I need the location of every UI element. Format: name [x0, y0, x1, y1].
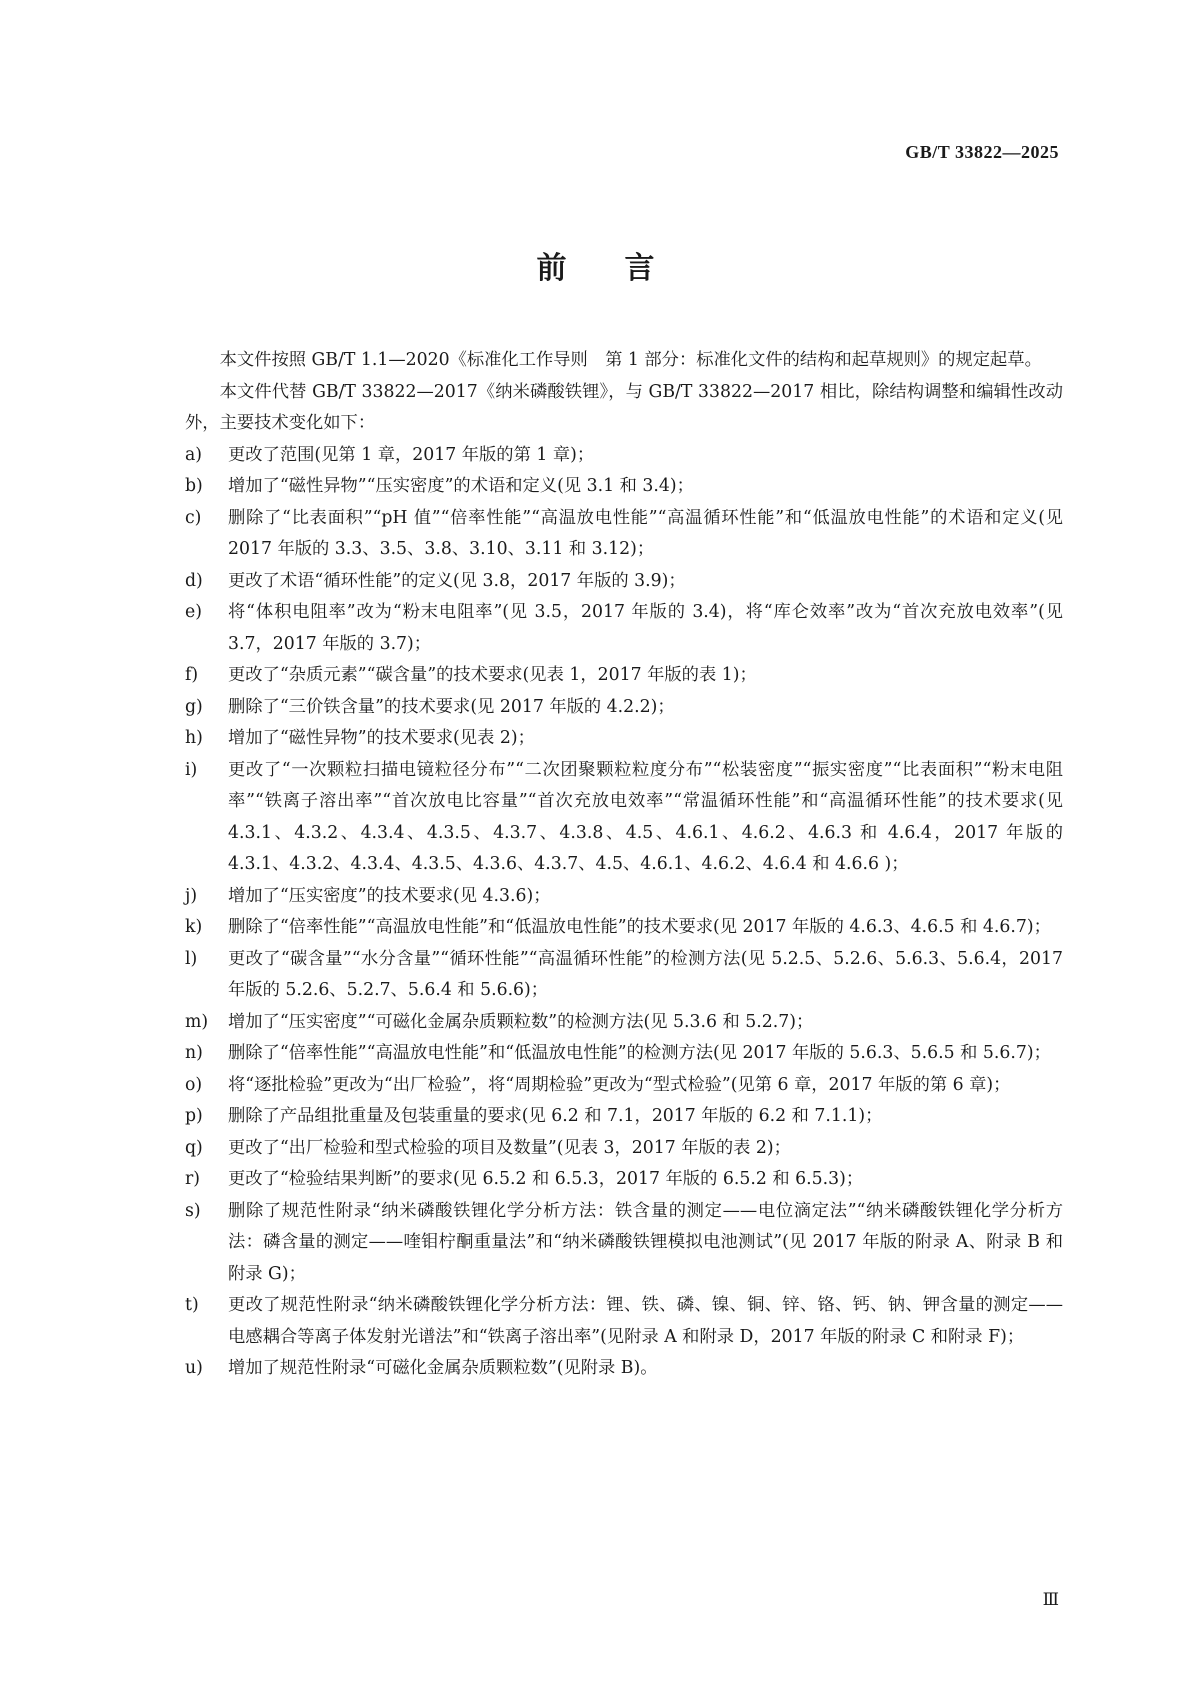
list-item-label: h): [185, 728, 203, 748]
list-item: [185, 1164, 1063, 1196]
list-item-label: j): [185, 885, 198, 906]
page-title: [0, 243, 1191, 287]
list-item-text: 更改了“检验结果判断”的要求(见 6.5.2 和 6.5.3，2017 年版的 6.5.2 和 6.5.3)；: [228, 1169, 864, 1189]
list-item: [185, 944, 1063, 1007]
list-item-label: n): [185, 1043, 203, 1063]
intro-paragraph-replacement: 本文件代替 GB/T 33822—2017《纳米磷酸铁锂》，与 GB/T 33822—2017 相比，除结构调整和编辑性改动外，主要技术变化如下：: [185, 381, 1063, 433]
list-item: [185, 1133, 1063, 1165]
list-item-label: m): [185, 1011, 209, 1032]
list-item-label: t): [185, 1295, 199, 1315]
list-item-label: o): [185, 1074, 203, 1095]
list-item: [185, 723, 1063, 755]
list-item-text: 增加了“磁性异物”“压实密度”的术语和定义(见 3.1 和 3.4)；: [228, 476, 694, 496]
list-item: [185, 1196, 1063, 1291]
list-item-text: 增加了“压实密度”的技术要求(见 4.3.6)；: [228, 885, 551, 906]
list-item: [185, 660, 1063, 692]
list-item-text: 更改了“一次颗粒扫描电镜粒径分布”“二次团聚颗粒粒度分布”“松装密度”“振实密度”“比表面积”“粉末电阻率”“铁离子溶出率”“首次放电比容量”“首次充放电效率”“常温循环性能”和“高温循环性能”的技术要求(见 4.3.1、4.3.2、4.3.4、4.3.5、4.3.7、4.3.8、4.5、4.6.1、4.6.2、4.6.3 和 4.6.4，2017 年版的 4.3.1、4.3.2、4.3.4、4.3.5、4.3.6、4.3.7、4.5、4.6.1、4.6.2、4.6.4 和 4.6.6 )；: [228, 759, 1063, 874]
list-item-label: c): [185, 507, 202, 528]
foreword-body: [185, 345, 1063, 1385]
intro-paragraph-drafting-rules: 本文件按照 GB/T 1.1—2020《标准化工作导则 第 1 部分：标准化文件的结构和起草规则》的规定起草。: [219, 350, 1042, 370]
list-item-label: l): [185, 948, 198, 969]
page-title-part1: 前: [536, 251, 567, 286]
list-item-text: 删除了“倍率性能”“高温放电性能”和“低温放电性能”的检测方法(见 2017 年版的 5.6.3、5.6.5 和 5.6.7)；: [228, 1043, 1051, 1063]
list-item-label: i): [185, 759, 198, 780]
list-item-text: 将“逐批检验”更改为“出厂检验”，将“周期检验”更改为“型式检验”(见第 6 章，2017 年版的第 6 章)；: [228, 1074, 1011, 1095]
list-item-label: k): [185, 917, 203, 937]
standard-number: GB/T 33822—2025: [905, 142, 1059, 162]
list-item: [185, 1007, 1063, 1039]
list-item-text: 更改了范围(见第 1 章，2017 年版的第 1 章)；: [228, 444, 595, 465]
list-item-text: 删除了规范性附录“纳米磷酸铁锂化学分析方法：铁含量的测定——电位滴定法”“纳米磷酸铁锂化学分析方法：磷含量的测定——喹钼柠酮重量法”和“纳米磷酸铁锂模拟电池测试”(见 2017 年版的附录 A、附录 B 和附录 G)；: [228, 1200, 1063, 1284]
list-item: [185, 597, 1063, 660]
list-item-text: 更改了“杂质元素”“碳含量”的技术要求(见表 1，2017 年版的表 1)；: [228, 665, 757, 685]
list-item: [185, 1101, 1063, 1133]
list-item: [185, 692, 1063, 724]
list-item: [185, 1290, 1063, 1353]
page-title-part2: 言: [624, 251, 655, 286]
list-item: [185, 755, 1063, 881]
list-item-text: 更改了“出厂检验和型式检验的项目及数量”(见表 3，2017 年版的表 2)；: [228, 1137, 791, 1158]
list-item-text: 增加了“磁性异物”的技术要求(见表 2)；: [228, 728, 535, 748]
list-item-text: 删除了“倍率性能”“高温放电性能”和“低温放电性能”的技术要求(见 2017 年版的 4.6.3、4.6.5 和 4.6.7)；: [228, 917, 1051, 937]
list-item-label: b): [185, 476, 203, 496]
list-item-label: g): [185, 696, 203, 717]
list-item-text: 增加了“压实密度”“可磁化金属杂质颗粒数”的检测方法(见 5.3.6 和 5.2.7)；: [228, 1011, 814, 1032]
list-item: [185, 1353, 1063, 1385]
list-item-label: a): [185, 444, 203, 465]
list-item-label: p): [185, 1106, 203, 1126]
list-item-label: q): [185, 1137, 203, 1158]
list-item: [185, 1038, 1063, 1070]
list-item: [185, 440, 1063, 472]
list-item-text: 将“体积电阻率”改为“粉末电阻率”(见 3.5，2017 年版的 3.4)，将“库仑效率”改为“首次充放电效率”(见 3.7，2017 年版的 3.7)；: [228, 602, 1063, 654]
list-item: [185, 503, 1063, 566]
list-item-label: e): [185, 602, 202, 622]
list-item-text: 增加了规范性附录“可磁化金属杂质颗粒数”(见附录 B)。: [228, 1358, 658, 1378]
list-item: [185, 566, 1063, 598]
list-item: [185, 912, 1063, 944]
list-item: [185, 881, 1063, 913]
list-item-text: 更改了“碳含量”“水分含量”“循环性能”“高温循环性能”的检测方法(见 5.2.5、5.2.6、5.6.3、5.6.4，2017 年版的 5.2.6、5.2.7、5.6.4 和 5.6.6)；: [228, 948, 1063, 1000]
list-item: [185, 471, 1063, 503]
list-item-label: f): [185, 665, 199, 685]
list-item-text: 删除了“比表面积”“pH 值”“倍率性能”“高温放电性能”“高温循环性能”和“低温放电性能”的术语和定义(见 2017 年版的 3.3、3.5、3.8、3.10、3.11 和 3.12)；: [228, 507, 1063, 559]
list-item-text: 删除了产品组批重量及包装重量的要求(见 6.2 和 7.1，2017 年版的 6.2 和 7.1.1)；: [228, 1106, 883, 1126]
list-item-label: d): [185, 570, 203, 591]
list-item-text: 更改了术语“循环性能”的定义(见 3.8，2017 年版的 3.9)；: [228, 570, 686, 591]
list-item: [185, 1070, 1063, 1102]
changes-list: [185, 440, 1063, 1385]
list-item-label: s): [185, 1200, 201, 1221]
page-number: Ⅲ: [1042, 1590, 1059, 1609]
list-item-label: r): [185, 1169, 201, 1189]
list-item-text: 更改了规范性附录“纳米磷酸铁锂化学分析方法：锂、铁、磷、镍、铜、锌、铬、钙、钠、钾含量的测定——电感耦合等离子体发射光谱法”和“铁离子溶出率”(见附录 A 和附录 D，2017 年版的附录 C 和附录 F)；: [228, 1295, 1063, 1347]
list-item-text: 删除了“三价铁含量”的技术要求(见 2017 年版的 4.2.2)；: [228, 696, 675, 717]
list-item-label: u): [185, 1358, 203, 1378]
